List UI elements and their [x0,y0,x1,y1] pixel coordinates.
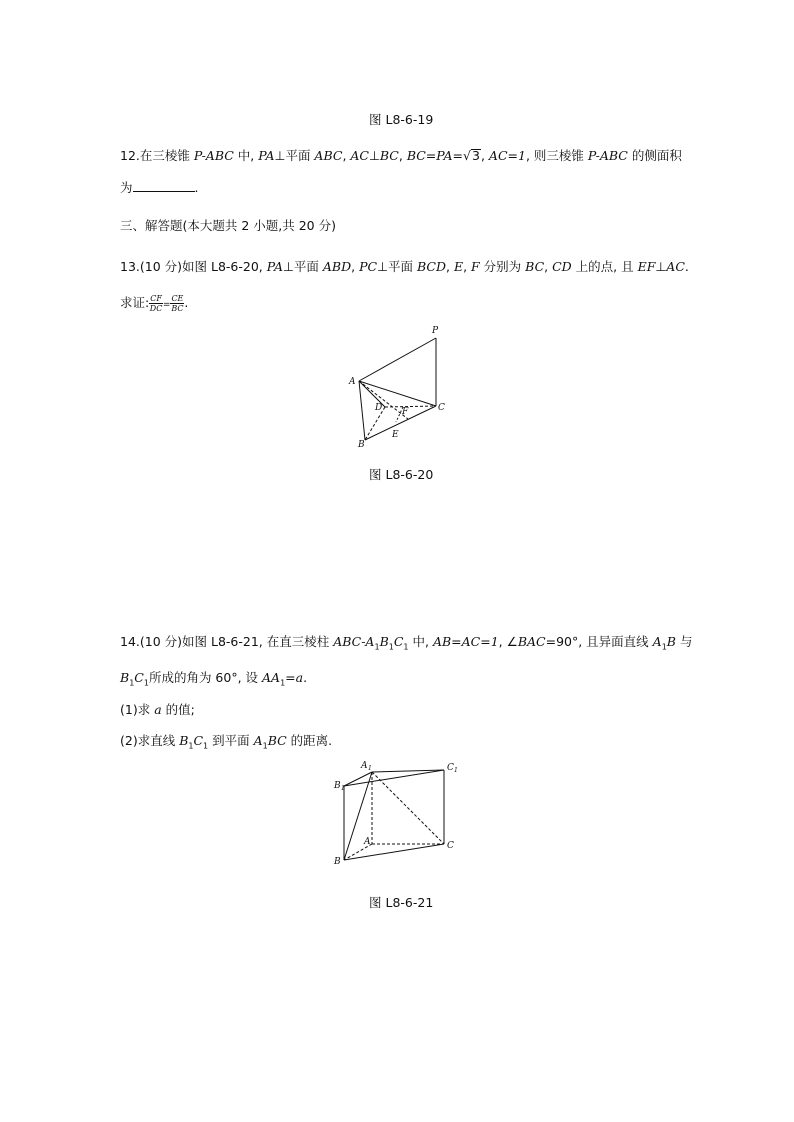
label-a1: A [361,761,368,771]
q13-period: . [684,259,689,274]
figure-21-diagram [326,756,466,871]
label-f: F [402,407,409,417]
label-c1: C [447,763,454,773]
q12-pyramid: P-ABC [193,148,234,163]
question-14-part-2: (2)求直线 $B_1C_1$ 到平面 $A_1BC$ 的距离. [120,733,333,751]
q14-intro: 14.(10 分)如图 L8-6-21, 在直三棱柱 [120,634,334,649]
q13-plane-word-2: 平面 [387,259,417,274]
fraction-ce-bc: $\frac{CE}{BC}$ [171,294,184,313]
question-12-line-2 [120,178,199,196]
figure-20-caption: 图 L8-6-20 [369,467,434,482]
answer-blank[interactable] [133,181,195,192]
q12-line2-suffix: . [194,180,199,195]
figure-19-caption: 图 L8-6-19 [369,112,434,127]
fraction-cf-dc: $\frac{CF}{DC}$ [149,294,163,313]
q12-comma-2: , [398,148,407,163]
q14-line2: 所成的角为 60°, 设 [148,670,263,685]
q14-abac: AB=AC=1 [432,634,499,649]
figure-20-diagram [340,320,460,450]
question-14-line-2: $B_1C_1$所成的角为 60°, 设 $AA_1=a$. [120,670,308,688]
edge-ab [359,381,365,440]
edge-a1c [372,772,444,844]
q12-ac-value: AC=1 [488,148,526,163]
sqrt-sign: √ [463,148,472,163]
prove-label: 求证: [120,295,150,310]
q12-plane-word: 平面 [285,148,315,163]
q12-pa: PA [258,148,275,163]
q13-fenbie: 分别为 [479,259,526,274]
q13-cd: CD [552,259,572,274]
edge-ap [359,338,436,381]
svg-text:1: 1 [454,767,458,774]
q14-prism-a: ABC-A [333,634,375,649]
q12-mid: 中, [233,148,259,163]
q12-line2-prefix: 为 [120,180,133,195]
q12-eq1: BC=PA= [406,148,464,163]
label-e: E [392,430,399,440]
question-12-line-1 [120,146,682,164]
label-a: A [364,837,371,847]
q12-tail-1: , 则三棱锥 [525,148,588,163]
q13-ac: AC [666,259,685,274]
q12-comma-1: , [342,148,351,163]
label-c: C [438,403,445,413]
q12-pyramid-2: P-ABC [587,148,628,163]
q13-intro: 13.(10 分)如图 L8-6-20, [120,259,267,274]
label-a: A [349,377,356,387]
label-c: C [447,841,454,851]
label-d: D [375,403,383,413]
question-13-line-1: 13.(10 分)如图 L8-6-20, PA⊥平面 ABD, PC⊥平面 BCD, E, F 分别为 BC, CD 上的点, 且 EF⊥AC. [120,259,689,274]
q13-qie: 上的点, 且 [571,259,638,274]
figure-21-caption: 图 L8-6-21 [369,895,434,910]
q13-perp-3: ⊥ [655,259,667,274]
q13-e: E [453,259,464,274]
label-b: B [334,857,341,867]
q13-bcd: BCD [416,259,446,274]
q13-perp-1: ⊥ [283,259,294,274]
label-b: B [358,440,365,450]
q12-perp-2: ⊥ [368,148,380,163]
label-p: P [432,326,439,336]
q13-plane-word-1: 平面 [293,259,323,274]
q13-bc: BC [525,259,545,274]
q12-comma-3: , [480,148,489,163]
q13-perp-2: ⊥ [377,259,388,274]
q12-ac: AC [350,148,369,163]
question-14-line-1: 14.(10 分)如图 L8-6-21, 在直三棱柱 ABC-$A_1B_1C_1$ 中, AB=AC=1, ∠BAC=90°, 且异面直线 $A_1B$ 与 [120,634,693,652]
q14-zh: 中, [408,634,433,649]
q13-abd: ABD [322,259,352,274]
edge-ae [359,381,408,419]
svg-text:1: 1 [341,785,345,792]
question-13-prove: 求证: $\frac{CF}{DC}$ = $\frac{CE}{BC}$ . [120,294,189,313]
section-3-heading: 三、解答题(本大题共 2 小题,共 20 分) [120,218,336,233]
q13-pa: PA [266,259,284,274]
q12-perp-1: ⊥ [274,148,286,163]
svg-text:1: 1 [368,765,372,772]
sqrt-value: 3 [472,148,480,163]
label-b1: B [334,781,341,791]
q12-bc: BC [379,148,399,163]
q14-deg: =90°, 且异面直线 [545,634,653,649]
question-14-part-1: (1)求 a 的值; [120,702,195,717]
edge-ac [359,381,436,406]
q13-pc: PC [359,259,378,274]
q14-yu: 与 [675,634,693,649]
q13-f: F [471,259,480,274]
q12-tail-2: 的侧面积 [627,148,682,163]
q12-prefix: 12.在三棱锥 [120,148,194,163]
q13-ef: EF [637,259,656,274]
q12-plane-abc: ABC [314,148,343,163]
q14-aa1: AA [262,670,281,685]
q14-bac: BAC [517,634,546,649]
